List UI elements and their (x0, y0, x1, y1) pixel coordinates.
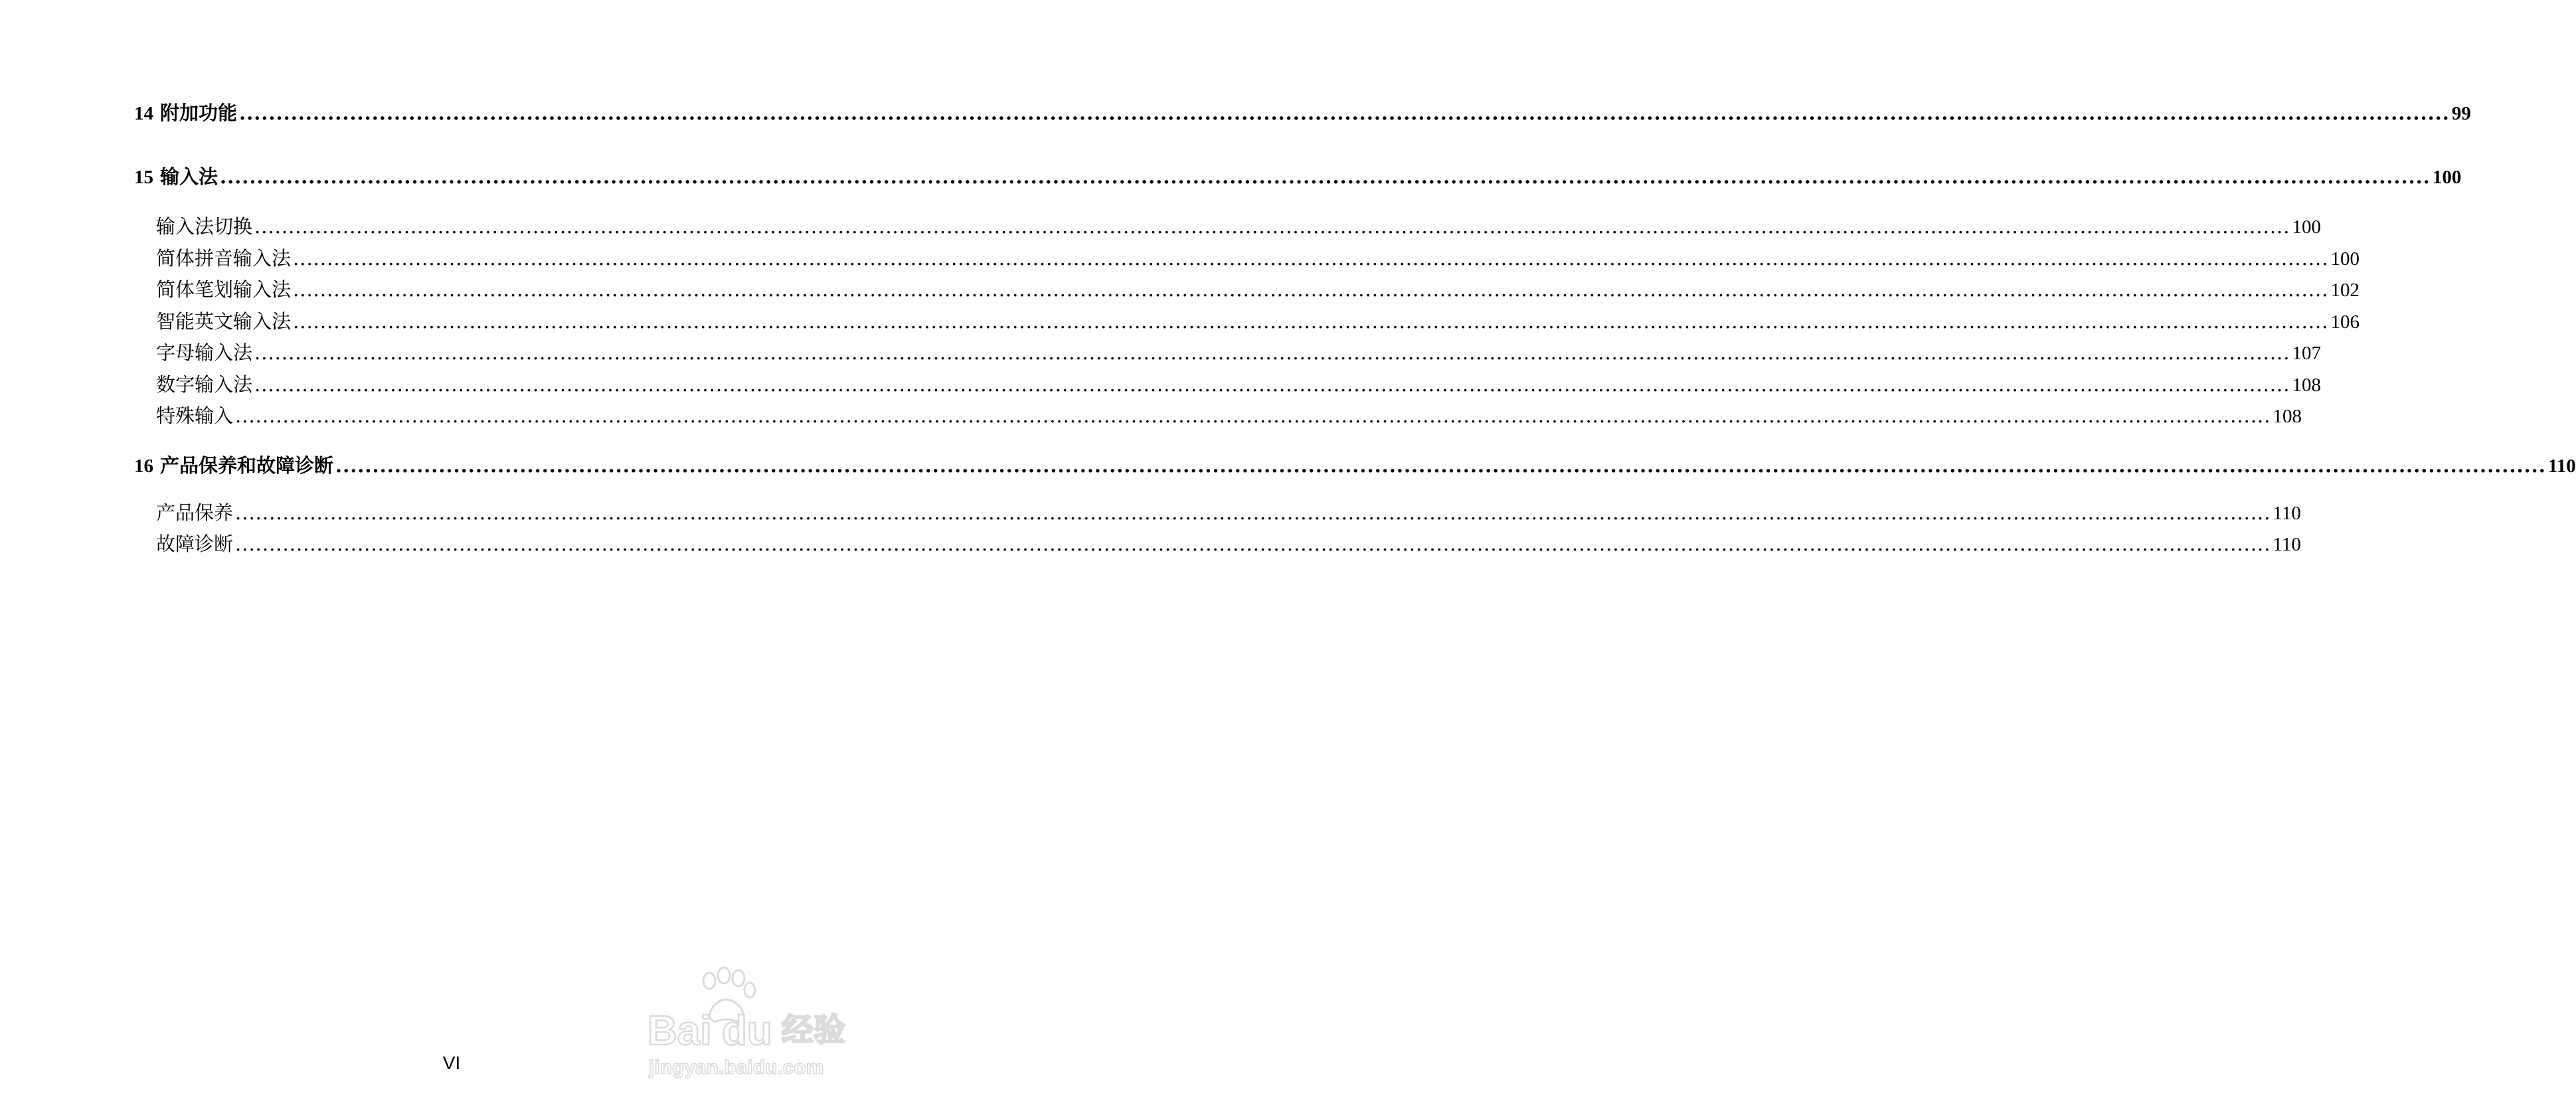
dot-leader: ............................................................................................................................................................................................................................................................................................................ (254, 215, 2290, 238)
section-page-number: 107 (2292, 343, 2321, 364)
paw-toe-icon (732, 970, 744, 986)
toc-section-numbers[interactable] (134, 369, 2321, 401)
chapter-number: 15 (134, 167, 153, 188)
section-title: 产品保养 (156, 501, 234, 524)
section-page-number: 110 (2273, 534, 2301, 555)
dot-leader: ............................................................................................................................................................................................................................................................................................................ (293, 278, 2329, 301)
dot-leader: ............................................................................................................................................................................................................................................................................................................ (235, 501, 2271, 524)
baidu-jingyan-watermark-logo (641, 966, 860, 1079)
chapter-title: 15 输入法 (134, 165, 218, 188)
chapter-number: 14 (134, 103, 153, 124)
toc-chapter-14[interactable] (134, 100, 2471, 126)
section-page-number: 108 (2292, 374, 2321, 396)
dot-leader: ............................................................................................................................................................................................................................................................................................................ (220, 165, 2431, 188)
toc-chapter-16[interactable] (134, 452, 2576, 479)
section-page-number: 110 (2273, 502, 2301, 524)
dot-leader: ............................................................................................................................................................................................................................................................................................................ (254, 341, 2290, 364)
svg-text:经验: 经验 (782, 1013, 846, 1048)
toc-section-pinyin[interactable] (134, 243, 2360, 275)
section-page-number: 108 (2273, 406, 2302, 427)
toc-section-input-switch[interactable] (134, 211, 2321, 243)
section-title: 数字输入法 (156, 373, 253, 396)
section-title: 字母输入法 (156, 341, 253, 364)
section-page-number: 100 (2330, 248, 2360, 270)
toc-section-special[interactable] (134, 400, 2302, 432)
page-folio: VI (442, 1053, 461, 1073)
dot-leader: ............................................................................................................................................................................................................................................................................................................ (293, 309, 2329, 333)
section-title: 简体笔划输入法 (156, 278, 292, 301)
section-title: 输入法切换 (156, 215, 253, 238)
paw-toe-icon (703, 973, 715, 989)
dot-leader: ............................................................................................................................................................................................................................................................................................................ (335, 454, 2546, 477)
paw-toe-icon (718, 968, 730, 983)
paw-toe-icon (744, 983, 755, 997)
dot-leader: ............................................................................................................................................................................................................................................................................................................ (254, 373, 2290, 396)
dot-leader: ............................................................................................................................................................................................................................................................................................................ (239, 102, 2450, 124)
toc-section-letters[interactable] (134, 337, 2321, 369)
dot-leader: ............................................................................................................................................................................................................................................................................................................ (235, 533, 2271, 555)
chapter-page-number: 110 (2547, 455, 2576, 477)
svg-text:jingyan.baidu.com: jingyan.baidu.com (649, 1057, 824, 1078)
chapter-page-number: 99 (2451, 103, 2471, 124)
chapter-title: 16 产品保养和故障诊断 (134, 454, 334, 477)
toc-section-troubleshooting[interactable] (134, 529, 2301, 560)
chapter-page-number: 100 (2432, 167, 2462, 188)
section-title: 特殊输入 (156, 404, 234, 427)
toc-chapter-15[interactable] (134, 163, 2462, 190)
toc-section-maintenance[interactable] (134, 497, 2301, 529)
section-title: 智能英文输入法 (156, 309, 292, 333)
svg-text:Bai: Bai (647, 1008, 712, 1054)
section-page-number: 100 (2292, 216, 2321, 238)
section-title: 故障诊断 (156, 533, 234, 555)
toc-section-stroke[interactable] (134, 274, 2360, 306)
chapter-number: 16 (134, 455, 153, 477)
chapter-title: 14 附加功能 (134, 102, 238, 124)
svg-text:du: du (722, 1008, 772, 1054)
toc-section-smart-english[interactable] (134, 306, 2360, 338)
dot-leader: ............................................................................................................................................................................................................................................................................................................ (293, 246, 2329, 270)
section-page-number: 102 (2330, 280, 2360, 301)
table-of-contents (134, 100, 2576, 560)
section-title: 简体拼音输入法 (156, 246, 292, 270)
section-page-number: 106 (2330, 311, 2360, 333)
dot-leader: ............................................................................................................................................................................................................................................................................................................ (235, 404, 2271, 427)
